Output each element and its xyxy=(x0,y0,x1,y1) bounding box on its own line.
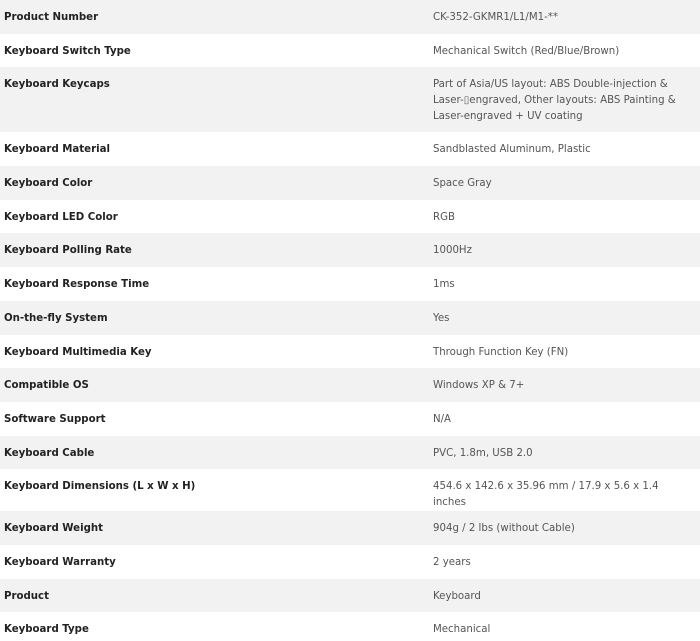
spec-row-weight xyxy=(0,511,700,545)
spec-row-product-number xyxy=(0,0,700,34)
spec-value: Windows XP & 7+ xyxy=(433,380,525,392)
spec-row-dimensions xyxy=(0,469,700,511)
spec-row-switch-type xyxy=(0,34,700,68)
spec-label: Keyboard Warranty xyxy=(4,556,116,568)
spec-row-warranty xyxy=(0,545,700,579)
spec-row-on-the-fly xyxy=(0,301,700,335)
spec-label: Keyboard Type xyxy=(4,624,89,636)
spec-value: Sandblasted Aluminum, Plastic xyxy=(433,144,591,156)
spec-value: Space Gray xyxy=(433,178,492,190)
spec-value: 1ms xyxy=(433,279,455,291)
spec-label: Keyboard Material xyxy=(4,144,110,156)
spec-value: Through Function Key (FN) xyxy=(433,346,569,358)
spec-label: Compatible OS xyxy=(4,380,89,392)
spec-label: Keyboard Dimensions (L x W x H) xyxy=(4,481,196,493)
spec-label: Keyboard Multimedia Key xyxy=(4,346,152,358)
spec-row-material xyxy=(0,132,700,166)
spec-value: Mechanical xyxy=(433,624,491,636)
spec-row-response-time xyxy=(0,267,700,301)
spec-value: PVC, 1.8m, USB 2.0 xyxy=(433,447,533,459)
spec-label: Keyboard LED Color xyxy=(4,211,118,223)
spec-label: Keyboard Weight xyxy=(4,523,103,535)
spec-label: Keyboard Response Time xyxy=(4,279,150,291)
spec-value: RGB xyxy=(433,211,455,223)
spec-row-color xyxy=(0,166,700,200)
spec-value: Part of Asia/US layout: ABS Double-injection & Laser-▯engraved, Other layouts: ABS Painting & Laser-engraved + UV coating xyxy=(433,79,676,123)
spec-value: 454.6 x 142.6 x 35.96 mm / 17.9 x 5.6 x 1.4 inches xyxy=(433,481,659,509)
spec-row-cable xyxy=(0,436,700,470)
spec-row-multimedia-key xyxy=(0,335,700,369)
spec-label: Keyboard Cable xyxy=(4,447,95,459)
spec-value: 1000Hz xyxy=(433,245,472,257)
spec-label: On-the-fly System xyxy=(4,312,108,324)
spec-row-software-support xyxy=(0,402,700,436)
spec-value: 904g / 2 lbs (without Cable) xyxy=(433,523,575,535)
spec-row-polling-rate xyxy=(0,233,700,267)
spec-value: 2 years xyxy=(433,556,471,568)
spec-label: Product Number xyxy=(4,12,99,23)
spec-value: CK-352-GKMR1/L1/M1-** xyxy=(433,12,558,23)
spec-label: Keyboard Keycaps xyxy=(4,79,110,91)
spec-value: N/A xyxy=(433,413,452,425)
spec-label: Product xyxy=(4,590,49,602)
spec-row-led-color xyxy=(0,200,700,234)
spec-row-product xyxy=(0,579,700,613)
spec-label: Keyboard Switch Type xyxy=(4,45,131,57)
spec-label: Keyboard Color xyxy=(4,178,93,190)
spec-value: Mechanical Switch (Red/Blue/Brown) xyxy=(433,45,620,57)
spec-label: Keyboard Polling Rate xyxy=(4,245,132,257)
spec-label: Software Support xyxy=(4,413,106,425)
spec-value: Yes xyxy=(433,312,450,324)
spec-row-compatible-os xyxy=(0,368,700,402)
spec-row-keycaps xyxy=(0,67,700,132)
spec-row-keyboard-type xyxy=(0,612,700,641)
spec-value: Keyboard xyxy=(433,590,481,602)
